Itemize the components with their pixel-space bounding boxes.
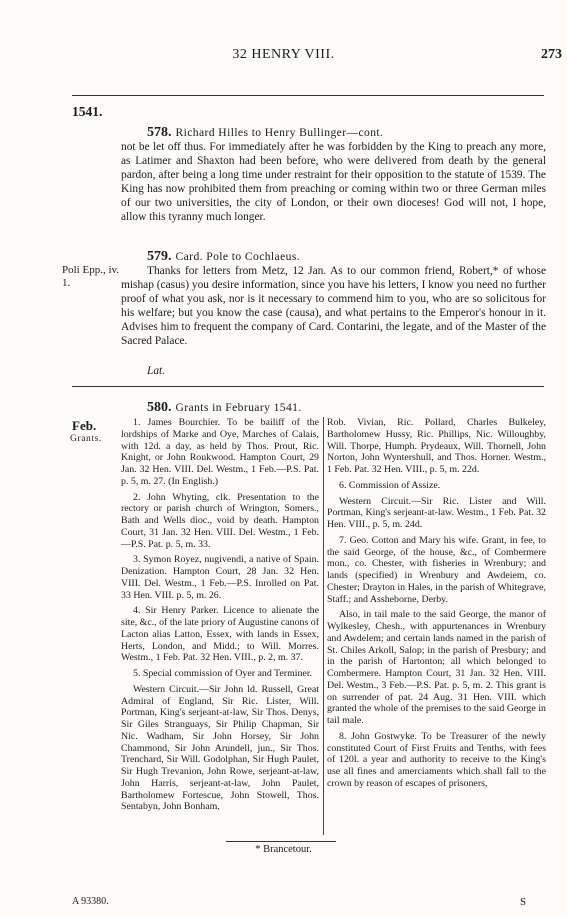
entry-title: Card. Pole to Cochlaeus.: [175, 250, 301, 263]
entry-number: 579.: [147, 249, 172, 264]
grant-paragraph: Also, in tail male to the said George, the manor of Wylkesley, Chesh., with appurtenances in Wrenbury and Awdelem; and certain lands named in the parish of St. Chiles Arkoll, Salop; in the parish of Presbury; and in the parish of Hartonton; all which belonged to Combermere. Hampton Court, 31 Jan. 32 Hen. VIII. Del. Westm., 3 Feb.—P.S. Pat. p. 5, m. 2. This grant is on surrender of pat. 24 Aug. 31 Hen. VIII. which granted the whole of the premises to the said George in tail male.: [327, 609, 546, 726]
entry-580-heading: [147, 398, 547, 416]
grants-left-column: [121, 417, 319, 817]
printer-signature: A 93380.: [72, 896, 109, 907]
margin-reference: Poli Epp., iv. 1.: [62, 264, 120, 289]
margin-month: Feb.: [72, 418, 97, 433]
entry-578-heading: [147, 123, 547, 141]
page-number: 273: [541, 47, 562, 62]
entry-number: 578.: [147, 125, 172, 140]
column-divider: [323, 417, 324, 835]
grant-paragraph: Western Circuit.—Sir John ld. Russell, Great Admiral of England, Sir Ric. Lister, Will. Portman, King's serjeant-at-law, Sir Thos. Denys, Sir Giles Stranguays, Sir Philip Chapman, Sir Nic. Wadham, Sir John Horsey, Sir John Chammond, Sir John Arundell, jun., Sir Thos. Trenchard, Sir Will. Godolphan, Sir Hugh Paulet, Sir Hugh Trevanion, John Rowe, serjeant-at-law, John Harris, serjeant-at-law, John Paulet, Bartholomew Fortescue, John Stowell, Thos. Sentabyn, John Bonham,: [121, 683, 319, 813]
grant-paragraph: Rob. Vivian, Ric. Pollard, Charles Bulkeley, Bartholomew Hussy, Ric. Phillips, Nic. Willoughby, Will. Thorpe, Humph. Prydeaux, Will. Thornell, John Norton, John Wyntershull, and Thos. Horner. Westm., 1 Feb. Pat. 32 Hen. VIII., p. 5, m. 22d.: [327, 417, 546, 475]
grant-paragraph: 6. Commission of Assize.: [339, 479, 441, 491]
margin-label: Grants.: [70, 434, 102, 444]
footnote: * Brancetour.: [255, 844, 312, 855]
grant-paragraph: Western Circuit.—Sir Ric. Lister and Will. Portman, King's serjeant-at-law. Westm., 1 Feb. Pat. 32 Hen. VIII., p. 5, m. 24d.: [327, 495, 546, 530]
entry-578-body: not be let off thus. For immediately after he was forbidden by the King to preach any more, as Latimer and Shaxton had been before, who were delivered from death by the general pardon, after being a long time under restraint for their opposition to the statute of 1539. The King has now prohibited them from preaching or coming within two or three German miles of our two universities, the city of London, or their own dioceses! God will not, I hope, allow this tyranny much longer.: [121, 141, 546, 223]
grant-paragraph: 2. John Whyting, clk. Presentation to the rectory or parish church of Wrington, Somers., Bath and Wells dioc., void by death. Hampton Court, 31 Jan. 32 Hen. VIII. Del. Westm., 1 Feb.—P.S. Pat. p. 5, m. 33.: [121, 491, 319, 550]
header-rule: [72, 95, 544, 96]
running-head: 32 HENRY VIII.: [232, 47, 335, 62]
entry-579-heading: [147, 247, 547, 265]
grants-right-column: [327, 417, 546, 794]
entry-579-body: Thanks for letters from Metz, 12 Jan. As to our common friend, Robert,* of whose mishap (casus) you desire information, since you have his letters, I know you need no further proof of what you ask, nor is it necessary to commend him to you, who are so solicitous for his welfare; but you know the case (causa), and what pertains to the Emperor's honour in it. Advises him to frequent the company of Card. Contarini, the legate, and of the Master of the Sacred Palace.: [121, 265, 546, 347]
section-rule: [72, 386, 544, 387]
sheet-mark: S: [520, 896, 527, 908]
grant-paragraph: 4. Sir Henry Parker. Licence to alienate the site, &c., of the late priory of Augustine canons of Lacton alias Latton, Essex, with lands in Essex, Herts, London, and Midd.; to Will. Morres. Westm., 1 Feb. Pat. 32 Hen. VIII., p. 2, m. 37.: [121, 605, 320, 664]
entry-number: 580.: [147, 400, 172, 415]
footnote-rule: [226, 841, 336, 842]
grant-paragraph: 5. Special commission of Oyer and Terminer.: [133, 668, 313, 679]
grant-paragraph: 3. Symon Royez, nugivendi, a native of Spain. Denization. Hampton Court, 28 Jan. 32 Hen. VIII. Del. Westm., 1 Feb.—P.S. Inrolled on Pat. 33 Hen. VIII. p. 5, m. 26.: [121, 554, 319, 601]
grant-paragraph: 1. James Bourchier. To be bailiff of the lordships of Marke and Oye, Marches of Calais, with 12d. a day, as held by Thos. Prout, Ric. Knight, or John Roukwood. Hampton Court, 29 Jan. 32 Hen. VIII. Del. Westm., 1 Feb.—P.S. Pat. p. 5, m. 27. (In English.): [121, 417, 319, 487]
year-margin: 1541.: [72, 104, 103, 119]
entry-title: Richard Hilles to Henry Bullinger—cont.: [175, 126, 384, 139]
grant-paragraph: 8. John Gostwyke. To be Treasurer of the newly constituted Court of First Fruits and Tenths, with fees of 120l. a year and authority to receive to the King's use all fines and amerciaments which shall fall to the crown by reason of escapes of prisoners,: [327, 730, 546, 789]
language-note: Lat.: [147, 365, 166, 377]
entry-title: Grants in February 1541.: [175, 401, 302, 414]
grant-paragraph: 7. Geo. Cotton and Mary his wife. Grant, in fee, to the said George, of the house, &c., of Combermere mon., co. Chester, with fisheries in Wrenbury; and lands (specified) in Wrenbury and Awdeiem, co. Chester; Drayton in Hales, in the parish of Whitegrave, Staff.; and Assheborne, Derby.: [327, 534, 546, 605]
